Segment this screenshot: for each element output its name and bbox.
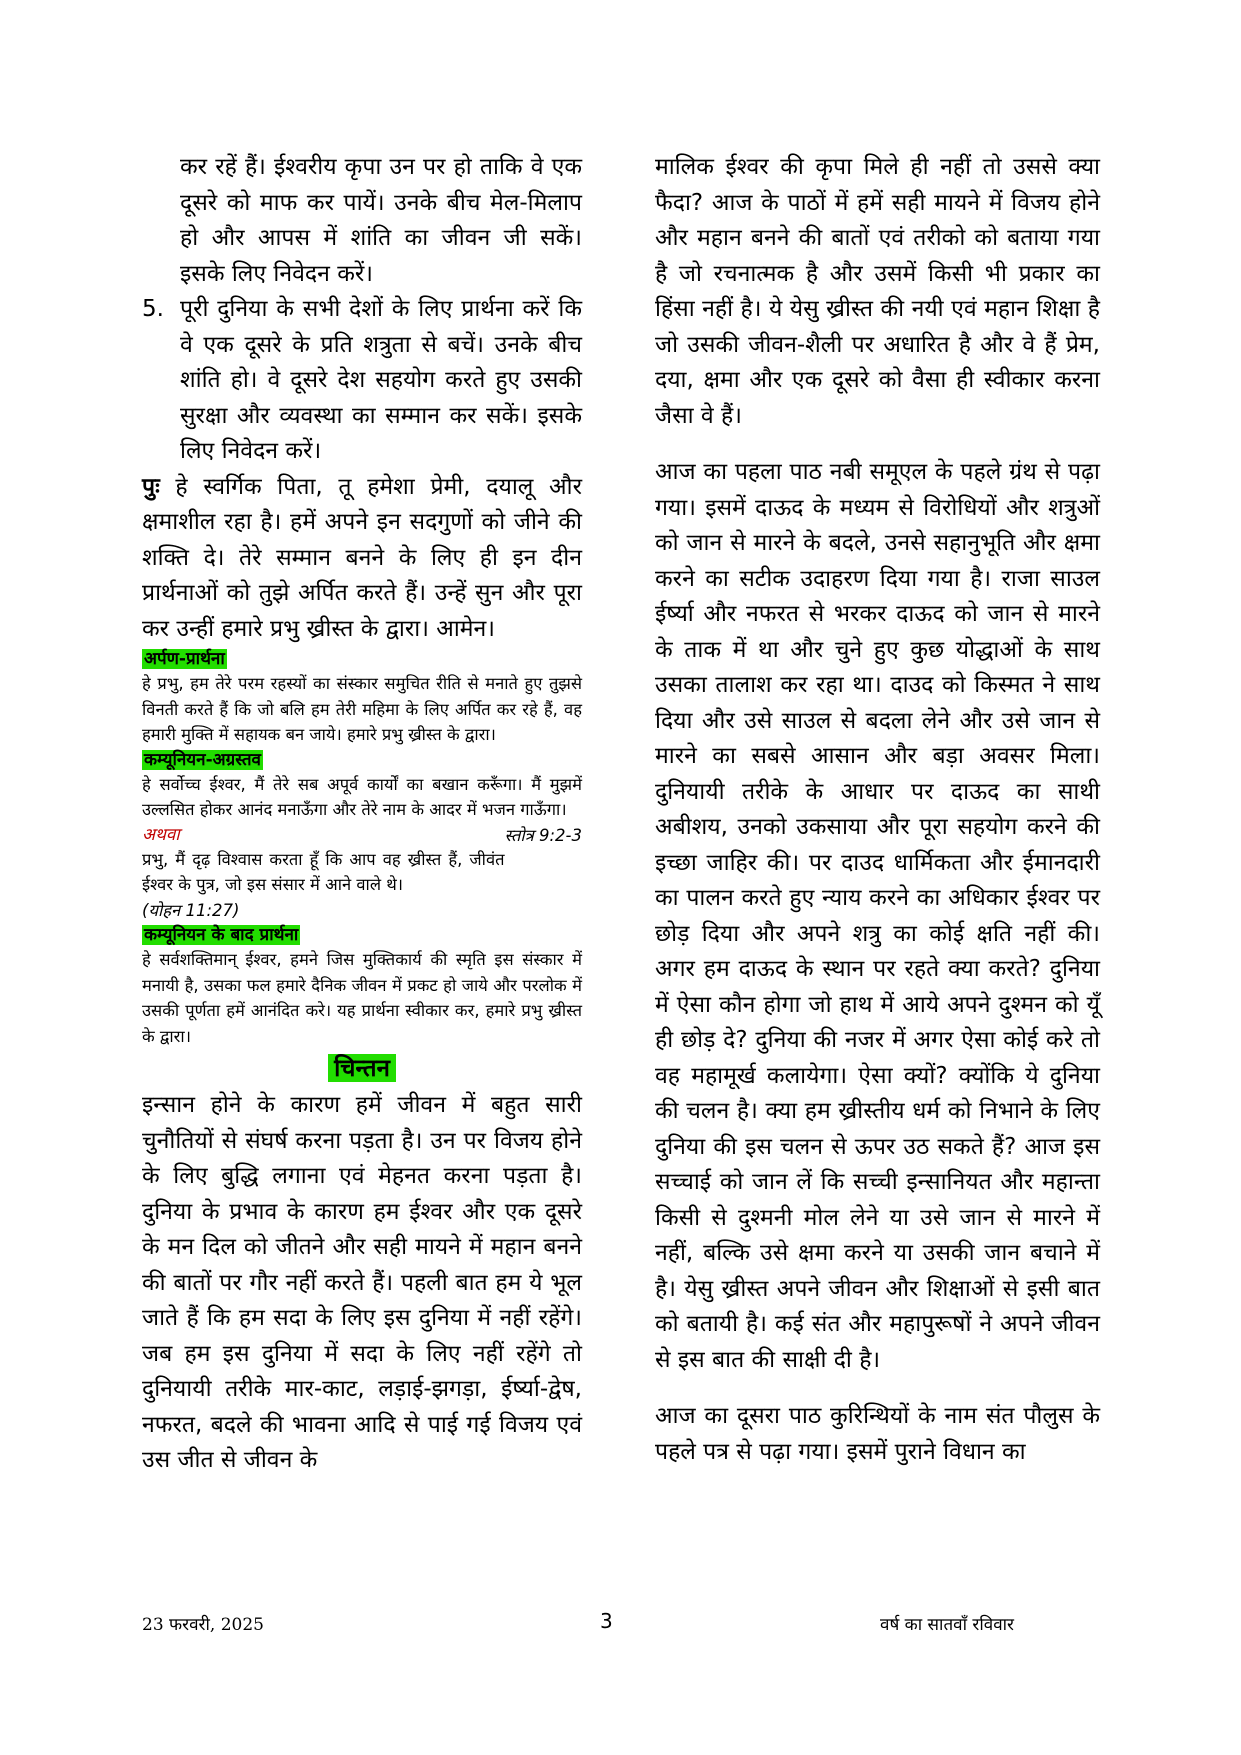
second-reading-paragraph: आज का दूसरा पाठ कुरिन्थियों के नाम संत पौलुस के पहले पत्र से पढ़ा गया। इसमें पुराने विधान का [655,1403,1100,1465]
or-antiphon-text: प्रभु, मैं दृढ़ विश्वास करता हूँ कि आप वह ख्रीस्त हैं, जीवंत ईश्वर के पुत्र, जो इस संसार में आने वाले थे। [142,849,505,894]
intercession-5 [142,292,582,470]
reflection-text: इन्सान होने के कारण हमें जीवन में बहुत सारी चुनौतियों से संघर्ष करना पड़ता है। उन पर विजय होने के लिए बुद्धि लगाना एवं मेहनत करना पड़ता है। दुनिया के प्रभाव के कारण हम ईश्वर और एक दूसरे के मन दिल को जीतने और सही मायने में महान बनने की बातों पर गौर नहीं करते हैं। पहली बात हम ये भूल जाते हैं कि हम सदा के लिए इस दुनिया में नहीं रहेंगे। जब हम इस दुनिया में सदा के लिए नहीं रहेंगे तो दुनियायी तरीके मार-काट, लड़ाई-झगड़ा, ईर्ष्या-द्वेष, नफरत, बदले की भावना आदि से पाई गई विजय एवं उस जीत से जीवन के [142,1092,582,1473]
reflection-title-wrap [142,1051,582,1088]
communion-antiphon-heading-wrap [142,748,582,772]
post-communion-heading: कम्यूनियन के बाद प्रार्थना [144,925,299,945]
intercession-5-text: पूरी दुनिया के सभी देशों के लिए प्रार्थना करें कि वे एक दूसरे के प्रति शत्रुता से बचें। उनके बीच शांति हो। वे दूसरे देश सहयोग करते हुए उसकी सुरक्षा और व्यवस्था का सम्मान कर सकें। इसके लिए निवेदन करें। [180,296,582,464]
communion-antiphon-reference: स्तोत्र 9:2-3 [504,825,582,845]
footer-sunday-title: वर्ष का सातवाँ रविवार [880,1615,1015,1635]
post-communion-text: हे सर्वशक्तिमान् ईश्वर, हमने जिस मुक्तिकार्य की स्मृति इस संस्कार में मनायी है, उसका फल हमारे दैनिक जीवन में प्रकट हो जाये और परलोक में उसकी पूर्णता हमें आनंदित करे। यह प्रार्थना स्वीकार कर, हमारे प्रभु ख्रीस्त के द्वारा। [142,950,582,1046]
intercession-4-continued: कर रहें हैं। ईश्वरीय कृपा उन पर हो ताकि वे एक दूसरे को माफ कर पायें। उनके बीच मेल-मिलाप हो और आपस में शांति का जीवन जी सकें। इसके लिए निवेदन करें। [180,154,582,287]
offertory-heading-wrap [142,647,582,671]
intercession-5-number: 5. [142,296,164,322]
left-column [142,150,582,1479]
footer-date: 23 फरवरी, 2025 [142,1615,264,1635]
offertory-heading: अर्पण-प्रार्थना [144,649,225,669]
or-label: अथवा [142,824,180,845]
right-paragraph-1: मालिक ईश्वर की कृपा मिले ही नहीं तो उससे क्या फैदा? आज के पाठों में हमें सही मायने में विजय होने और महान बनने की बातों एवं तरीको को बताया गया है जो रचनात्मक है और उसमें किसी भी प्रकार का हिंसा नहीं है। ये येसु ख्रीस्त की नयी एवं महान शिक्षा है जो उसकी जीवन-शैली पर अधारित है और वे हैं प्रेम, दया, क्षमा और एक दूसरे को वैसा ही स्वीकार करना जैसा वे हैं। [655,154,1100,429]
page-number: 3 [600,1609,613,1633]
reflection-title: चिन्तन [328,1054,396,1082]
communion-antiphon-heading: कम्यूनियन-अग्रस्तव [144,749,261,770]
offertory-text: हे प्रभु, हम तेरे परम रहस्यों का संस्कार समुचित रीति से मनाते हुए तुझसे विनती करते हैं कि जो बलि हम तेरी महिमा के लिए अर्पित कर रहे हैं, वह हमारी मुक्ति में सहायक बन जाये। हमारे प्रभु ख्रीस्त के द्वारा। [142,674,582,744]
first-reading-paragraph: आज का पहला पाठ नबी समूएल के पहले ग्रंथ से पढ़ा गया। इसमें दाऊद के मध्यम से विरोधियों और शत्रुओं को जान से मारने के बदले, उनसे सहानुभूति और क्षमा करने का सटीक उदाहरण दिया गया है। राजा साउल ईर्ष्या और नफरत से भरकर दाऊद को जान से मारने के ताक में था और चुने हुए कुछ योद्धाओं के साथ उसका तालाश कर रहा था। दाउद को किस्मत ने साथ दिया और उसे साउल से बदला लेने और उसे जान से मारने का सबसे आसान और बड़ा अवसर मिला। दुनियायी तरीके के आधार पर दाऊद का साथी अबीशय, उनको उकसाया और पूरा सहयोग करने की इच्छा जाहिर की। पर दाउद धार्मिकता और ईमानदारी का पालन करते हुए न्याय करने का अधिकार ईश्वर पर छोड़ दिया और अपने शत्रु का कोई क्षति नहीं की। अगर हम दाऊद के स्थान पर रहते क्या करते? दुनिया में ऐसा कौन होगा जो हाथ में आये अपने दुश्मन को यूँ ही छोड़ दे? दुनिया की नजर में अगर ऐसा कोई करे तो वह महामूर्ख कलायेगा। ऐसा क्यों? क्योंकि ये दुनिया की चलन है। क्या हम ख्रीस्तीय धर्म को निभाने के लिए दुनिया की इस चलन से ऊपर उठ सकते हैं? आज इस सच्चाई को जान लें कि सच्ची इन्सानियत और महान्ता किसी से दुश्मनी मोल लेने या उसे जान से मारने में नहीं, बल्कि उसे क्षमा करने या उसकी जान बचाने में है। येसु ख्रीस्त अपने जीवन और शिक्षाओं से इसी बात को बतायी है। कई संत और महापुरूषों ने अपने जीवन से इस बात की साक्षी दी है। [655,459,1100,1373]
right-column [655,150,1100,1470]
communion-antiphon-text: हे सर्वोच्च ईश्वर, मैं तेरे सब अपूर्व कार्यों का बखान करूँगा। मैं मुझमें उल्लसित होकर आनंद मनाऊँगा और तेरे नाम के आदर में भजन गाऊँगा। [142,774,582,819]
priest-label: पुः [142,473,160,500]
post-communion-heading-wrap [142,923,582,947]
priest-prayer [142,470,582,648]
priest-prayer-text: हे स्वर्गिक पिता, तू हमेशा प्रेमी, दयालू और क्षमाशील रहा है। हमें अपने इन सदगुणों को जीने की शक्ति दे। तेरे सम्मान बनने के लिए ही इन दीन प्रार्थनाओं को तुझे अर्पित करते हैं। उन्हें सुन और पूरा कर उन्हीं हमारे प्रभु ख्रीस्त के द्वारा। आमेन। [142,473,582,642]
or-antiphon-reference: (योहन 11:27) [142,900,240,920]
